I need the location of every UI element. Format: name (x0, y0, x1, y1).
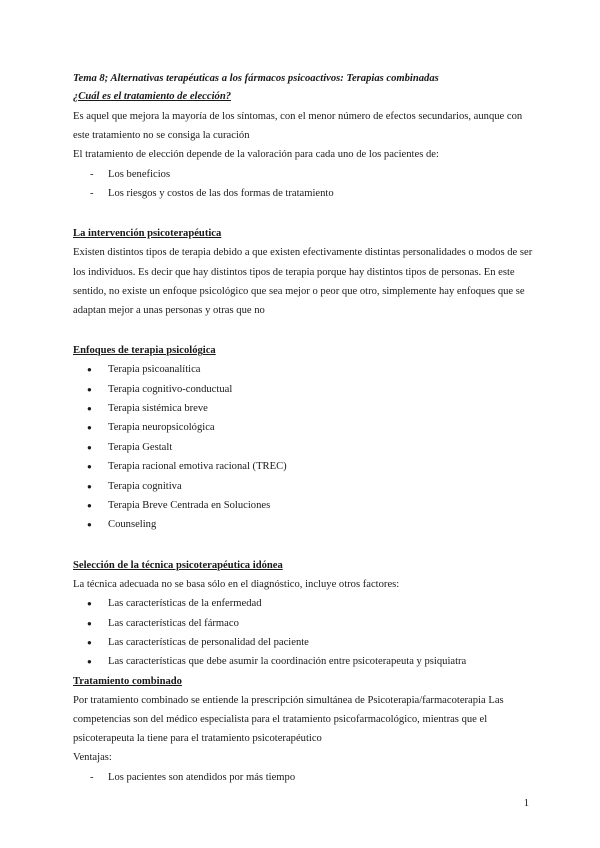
list-item: ● Terapia Gestalt (73, 438, 533, 457)
list-item: - Los beneficios (73, 165, 533, 184)
list-item: ● Terapia cognitiva (73, 477, 533, 496)
list-item: ● Las características de personalidad del paciente (73, 633, 533, 652)
list-item: ● Terapia racional emotiva racional (TREC) (73, 457, 533, 476)
list-item: ● Terapia neuropsicológica (73, 418, 533, 437)
dash-list-valoracion (73, 165, 533, 204)
paragraph-eleccion-valoracion: El tratamiento de elección depende de la valoración para cada uno de los pacientes de: (73, 149, 439, 161)
list-item: ● Las características que debe asumir la coordinación entre psicoterapeuta y psiquiatra (73, 652, 533, 671)
paragraph-tratamiento-combinado: Por tratamiento combinado se entiende la prescripción simultánea de Psicoterapia/farmacoterapia Las competencias son del médico especialista para el tratamiento psicofarmacológico, mientras que el psicoterapeuta la tiene para el tratamiento psicoterapéutico (73, 694, 504, 745)
section-heading-enfoques: Enfoques de terapia psicológica (73, 345, 216, 357)
section-heading-eleccion: ¿Cuál es el tratamiento de elección? (73, 91, 232, 102)
list-item: ● Terapia sistémica breve (73, 399, 533, 418)
list-item: ● Terapia Breve Centrada en Soluciones (73, 496, 533, 515)
ventajas-label: Ventajas: (73, 752, 112, 764)
section-heading-seleccion: Selección de la técnica psicoterapéutica idónea (73, 559, 283, 571)
list-item: ● Terapia cognitivo-conductual (73, 380, 533, 399)
paragraph-eleccion-definicion: Es aquel que mejora la mayoría de los síntomas, con el menor número de efectos secundarios, aunque con este tratamiento no se consiga la curación (73, 111, 523, 142)
page-number: 1 (523, 798, 529, 809)
section-heading-tratamiento-combinado: Tratamiento combinado (73, 675, 182, 687)
list-item: ● Terapia psicoanalítica (73, 360, 533, 379)
list-item: ● Counseling (73, 515, 533, 534)
paragraph-intervencion: Existen distintos tipos de terapia debido a que existen efectivamente distintas personalidades o modos de ser los individuos. Es decir que hay distintos tipos de terapia porque hay distintos tipos de personas. En este sentido, no existe un enfoque psicológico que sea mejor o peor que otro, simplemente hay enfoques que se adaptan mejor a unas personas y otras que no (73, 247, 533, 317)
list-item: ● Las características de la enfermedad (73, 594, 533, 613)
bullet-list-enfoques (73, 360, 533, 535)
list-item: - Los pacientes son atendidos por más tiempo (73, 768, 533, 787)
document-title: Tema 8; Alternativas terapéuticas a los fármacos psicoactivos: Terapias combinadas (73, 73, 439, 84)
bullet-list-factores (73, 594, 533, 672)
paragraph-seleccion: La técnica adecuada no se basa sólo en el diagnóstico, incluye otros factores: (73, 578, 400, 590)
dash-list-ventajas (73, 768, 533, 787)
list-item: - Los riesgos y costos de las dos formas de tratamiento (73, 184, 533, 203)
list-item: ● Las características del fármaco (73, 614, 533, 633)
section-heading-intervencion: La intervención psicoterapéutica (73, 228, 222, 240)
document-body (73, 70, 533, 787)
